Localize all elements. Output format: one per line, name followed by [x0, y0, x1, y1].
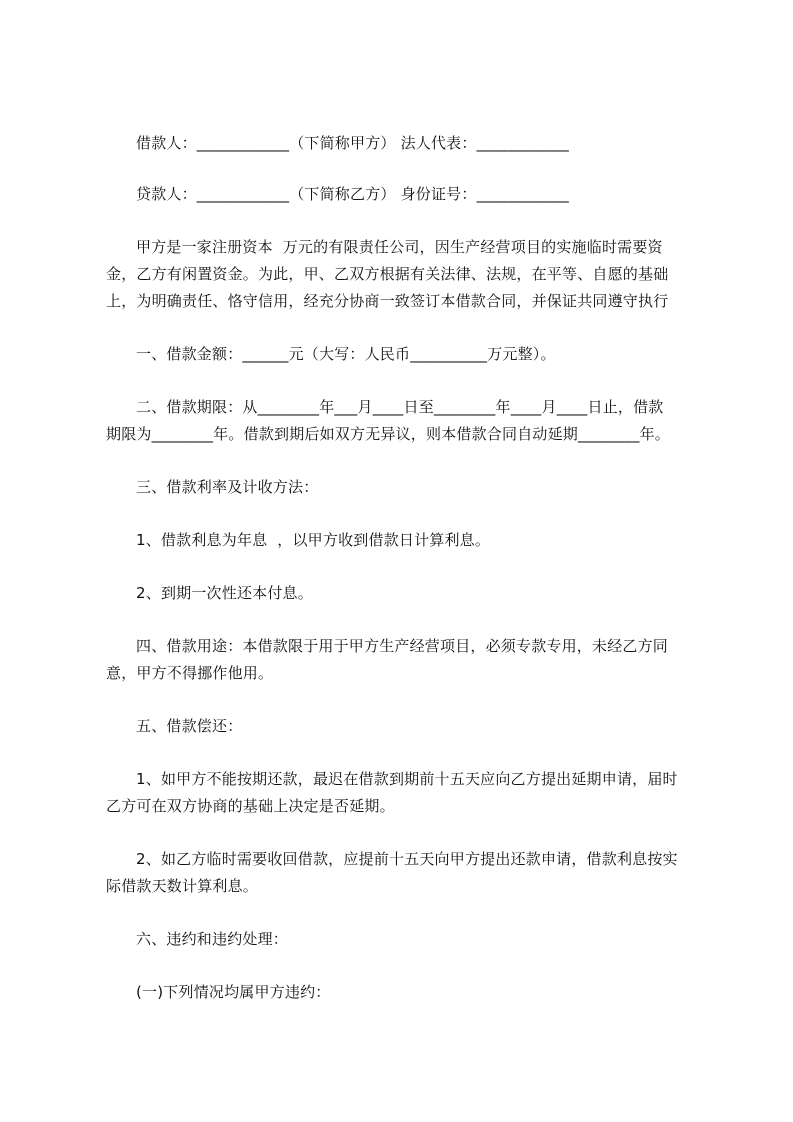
repayment-item-2-line-2: 际借款天数计算利息。	[106, 877, 259, 895]
intro-line-2: 金，乙方有闲置资金。为此，甲、乙双方根据有关法律、法规，在平等、自愿的基础	[106, 265, 669, 283]
loan-term-line-1: 二、借款期限：从________年___月____日至________年____月____日止，借款	[136, 398, 664, 416]
intro-line-3: 上，为明确责任、恪守信用，经充分协商一致签订本借款合同，并保证共同遵守执行	[106, 292, 669, 310]
repayment-item-1-line-2: 乙方可在双方协商的基础上决定是否延期。	[106, 797, 395, 815]
intro-line-1: 甲方是一家注册资本 万元的有限责任公司，因生产经营项目的实施临时需要资	[136, 238, 663, 256]
breach-heading: 六、违约和违约处理：	[136, 930, 289, 948]
interest-item-1: 1、借款利息为年息 ，以甲方收到借款日计算利息。	[136, 531, 491, 549]
repayment-item-1-line-1: 1、如甲方不能按期还款，最迟在借款到期前十五天应向乙方提出延期申请，届时	[136, 770, 678, 788]
loan-use-line-2: 意，甲方不得挪作他用。	[106, 664, 274, 682]
loan-amount-clause: 一、借款金额：______元（大写：人民币__________万元整）。	[136, 345, 556, 363]
breach-subheading: (一)下列情况均属甲方违约：	[136, 983, 331, 1001]
interest-item-2: 2、到期一次性还本付息。	[136, 584, 313, 602]
loan-use-line-1: 四、借款用途：本借款限于用于甲方生产经营项目，必须专款专用，未经乙方同	[136, 637, 669, 655]
repayment-heading: 五、借款偿还：	[136, 717, 243, 735]
loan-term-line-2: 期限为________年。借款到期后如双方无异议，则本借款合同自动延期________年。	[106, 425, 671, 443]
interest-heading: 三、借款利率及计收方法：	[136, 478, 319, 496]
borrower-line: 借款人：____________（下简称甲方） 法人代表：____________	[136, 134, 569, 152]
lender-line: 贷款人：____________（下简称乙方） 身份证号：____________	[136, 185, 569, 203]
repayment-item-2-line-1: 2、如乙方临时需要收回借款，应提前十五天向甲方提出还款申请，借款利息按实	[136, 850, 678, 868]
